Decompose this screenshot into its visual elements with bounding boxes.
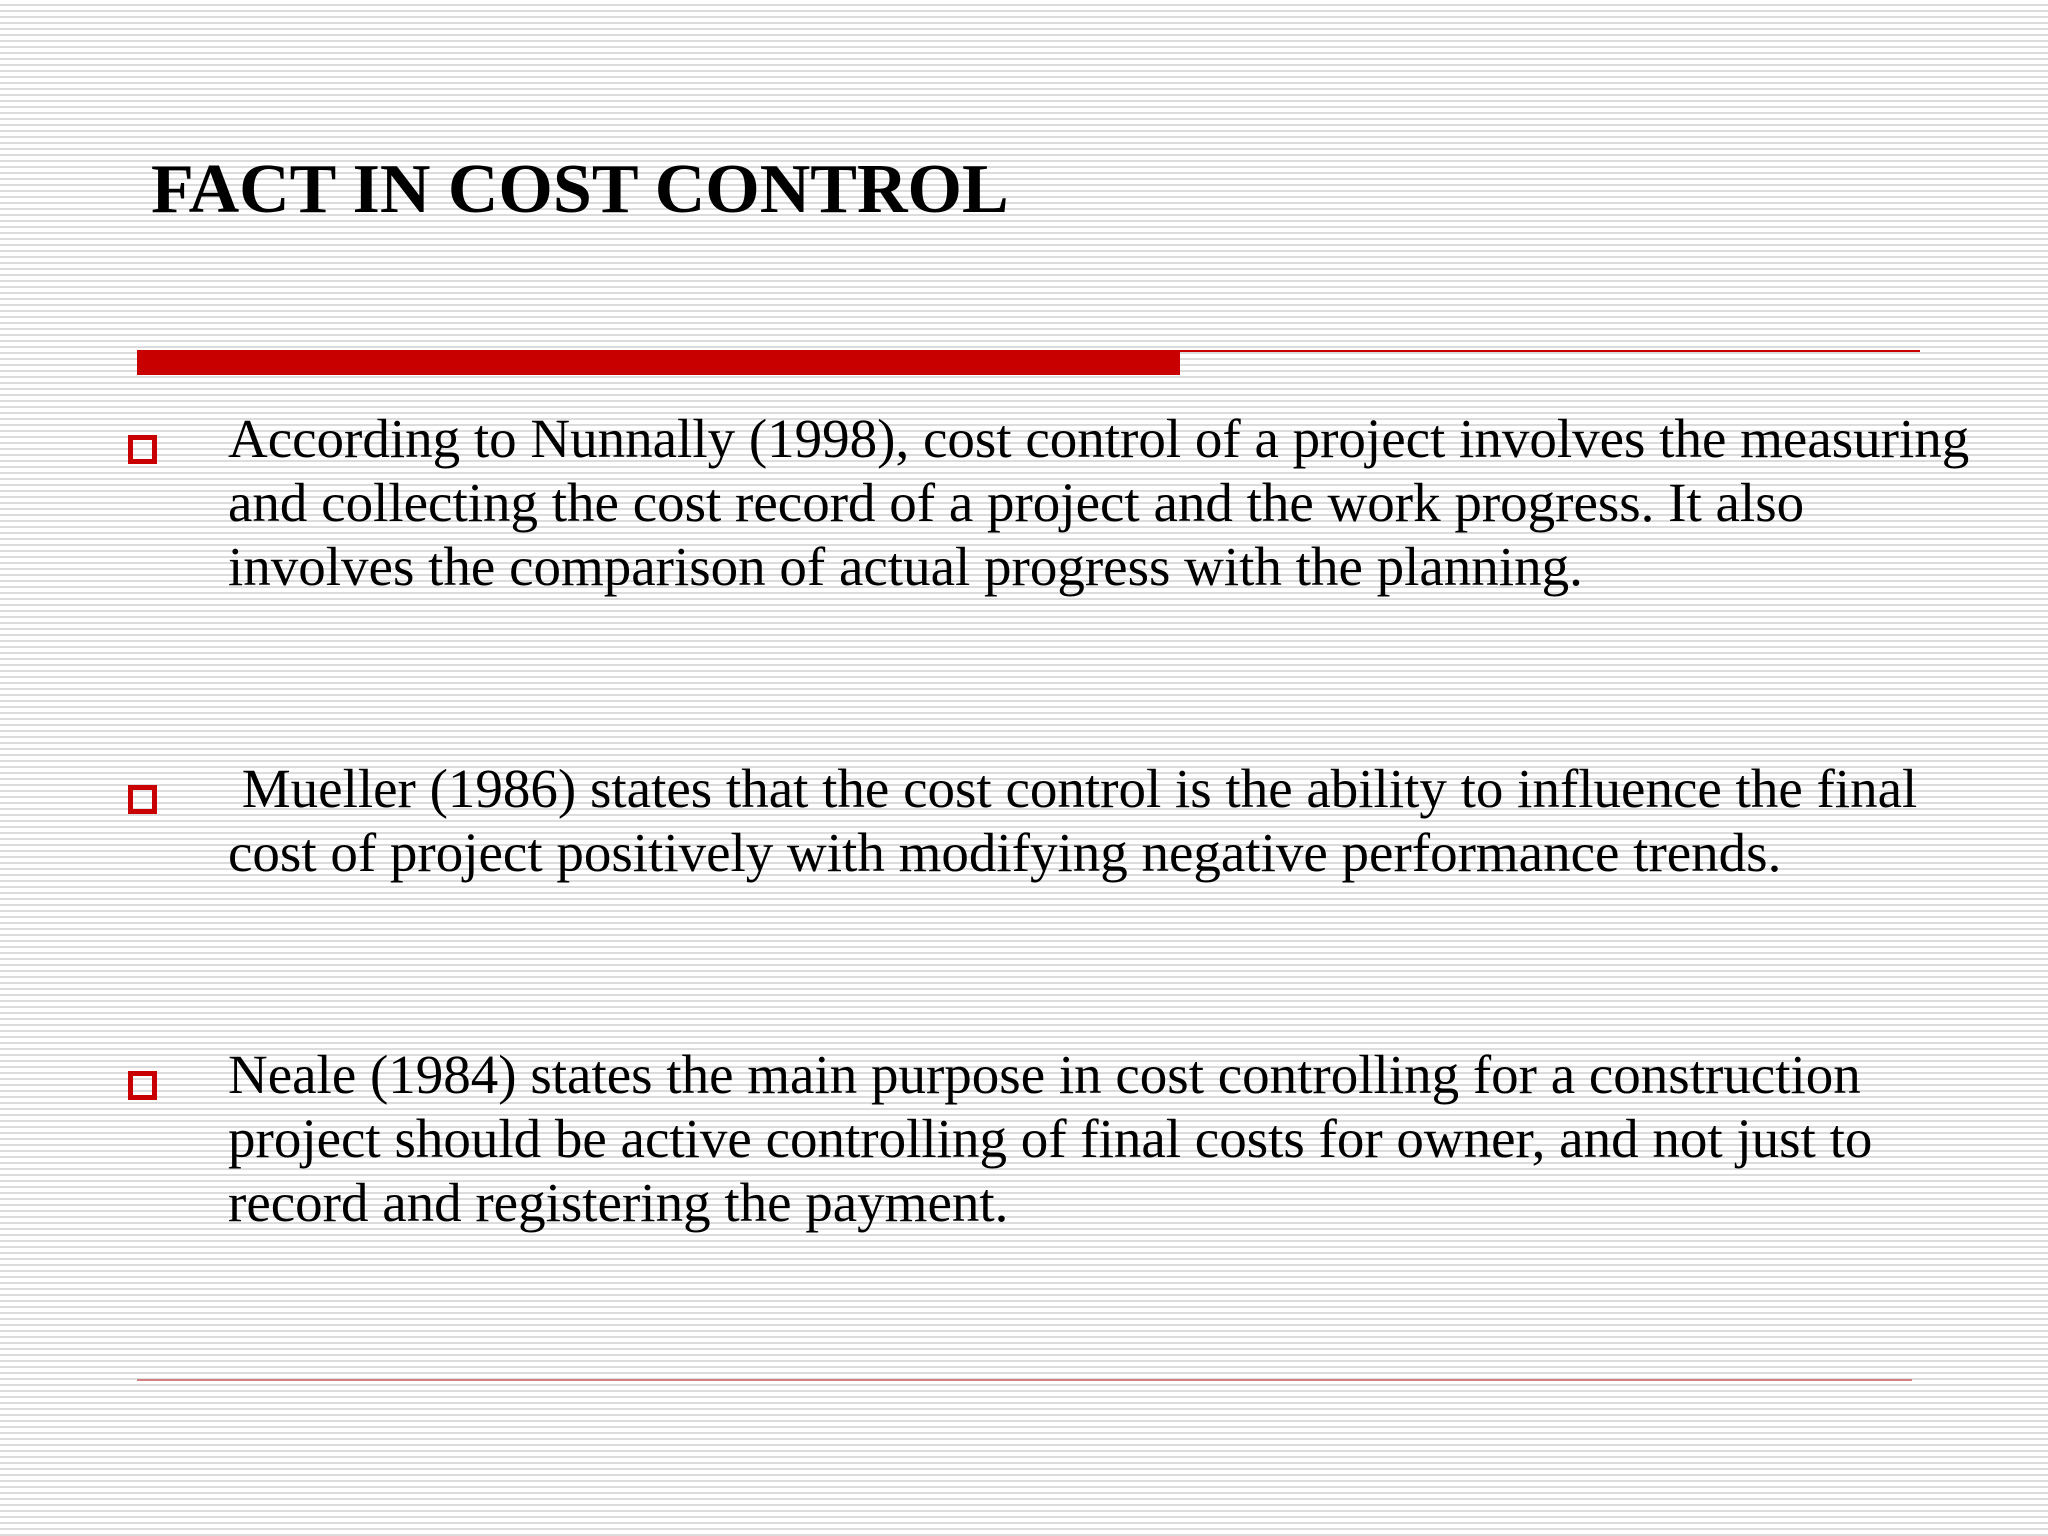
square-bullet-icon bbox=[128, 435, 157, 464]
slide-title: FACT IN COST CONTROL bbox=[151, 151, 1009, 228]
bullet-text: Mueller (1986) states that the cost control is the ability to influence the final cost of project positively with modifying negative performance trends. bbox=[228, 758, 1932, 883]
bullet-text: Neale (1984) states the main purpose in cost controlling for a construction project should be active controlling of final costs for owner, and not just to record and registering the payment. bbox=[228, 1044, 1873, 1233]
square-bullet-icon bbox=[128, 1071, 157, 1100]
title-divider-thick bbox=[137, 350, 1180, 375]
bullet-text: According to Nunnally (1998), cost control of a project involves the measuring and collecting the cost record of a project and the work progress. It also involves the comparison of actual progress with the planning. bbox=[228, 408, 1970, 597]
square-bullet-icon bbox=[128, 785, 157, 814]
footer-divider bbox=[137, 1379, 1912, 1381]
title-divider-thin bbox=[1180, 350, 1920, 352]
